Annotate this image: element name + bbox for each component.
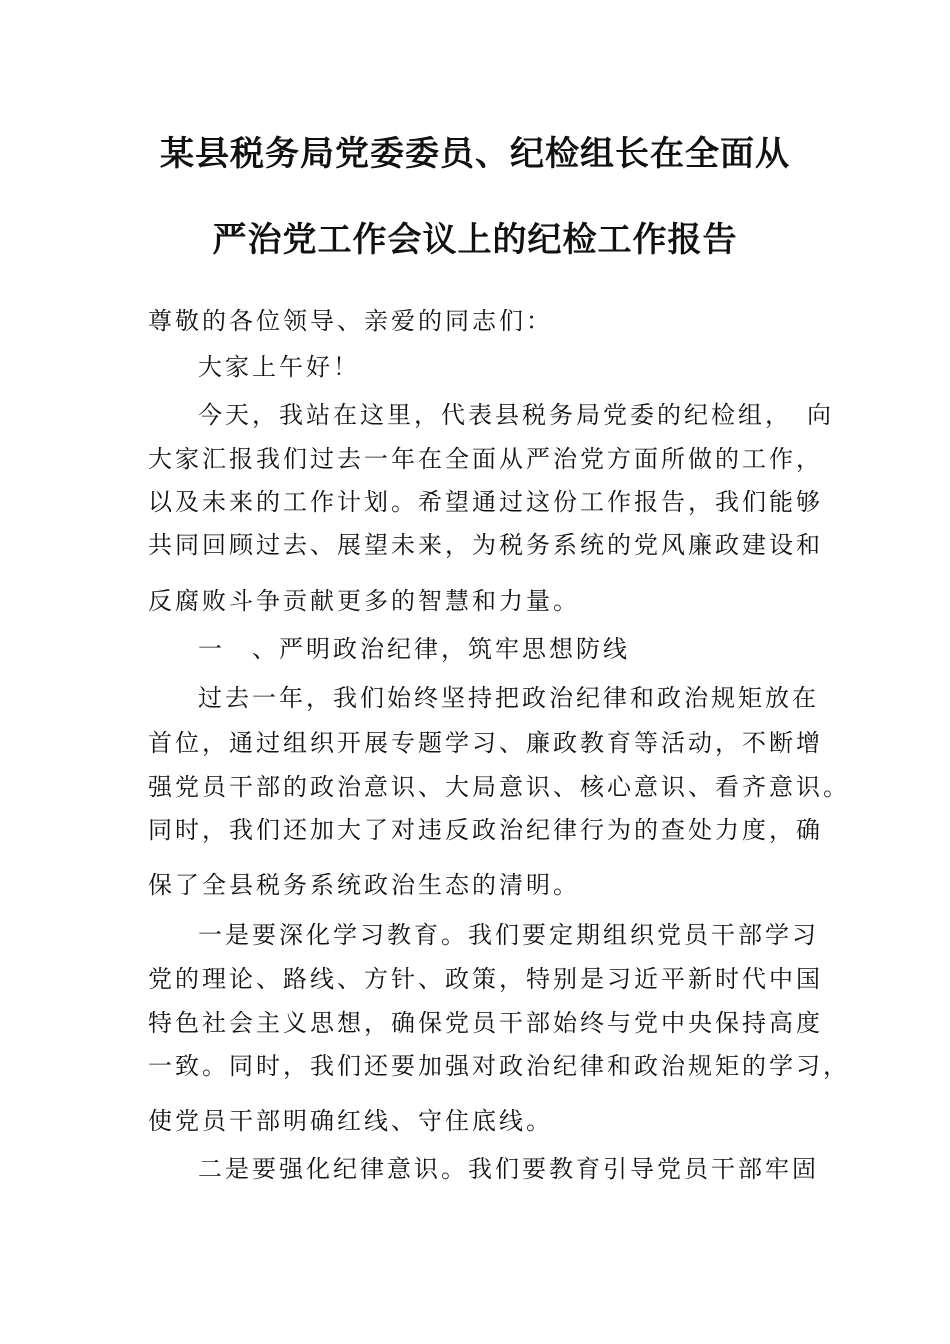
paragraph-line: 特色社会主义思想，确保党员干部始终与党中央保持高度 bbox=[148, 1009, 823, 1037]
salutation: 尊敬的各位领导、亲爱的同志们： bbox=[148, 307, 553, 335]
paragraph-line: 今天，我站在这里，代表县税务局党委的纪检组， 向 bbox=[198, 401, 834, 429]
paragraph-line: 大家汇报我们过去一年在全面从严治党方面所做的工作， bbox=[148, 445, 823, 473]
document-title-line-1: 某县税务局党委委员、纪检组长在全面从 bbox=[160, 134, 790, 174]
paragraph-line: 首位，通过组织开展专题学习、廉政教育等活动，不断增 bbox=[148, 729, 823, 757]
paragraph-line: 强党员干部的政治意识、大局意识、核心意识、看齐意识。 bbox=[148, 773, 850, 801]
section-heading: 一 、严明政治纪律，筑牢思想防线 bbox=[198, 635, 630, 663]
paragraph-line: 过去一年，我们始终坚持把政治纪律和政治规矩放在 bbox=[198, 684, 819, 712]
paragraph-line: 保了全县税务系统政治生态的清明。 bbox=[148, 871, 580, 899]
paragraph-line: 党的理论、路线、方针、政策，特别是习近平新时代中国 bbox=[148, 965, 823, 993]
paragraph-line: 反腐败斗争贡献更多的智慧和力量。 bbox=[148, 587, 580, 615]
paragraph-line: 一致。同时，我们还要加强对政治纪律和政治规矩的学习， bbox=[148, 1052, 850, 1080]
greeting: 大家上午好！ bbox=[198, 353, 360, 381]
paragraph-line: 使党员干部明确红线、守住底线。 bbox=[148, 1107, 553, 1135]
paragraph-line: 共同回顾过去、展望未来，为税务系统的党风廉政建设和 bbox=[148, 531, 823, 559]
paragraph-line: 二是要强化纪律意识。我们要教育引导党员干部牢固 bbox=[198, 1155, 819, 1183]
paragraph-line: 同时，我们还加大了对违反政治纪律行为的查处力度，确 bbox=[148, 816, 823, 844]
paragraph-line: 以及未来的工作计划。希望通过这份工作报告，我们能够 bbox=[148, 488, 823, 516]
document-title-line-2: 严治党工作会议上的纪检工作报告 bbox=[212, 220, 738, 260]
paragraph-line: 一是要深化学习教育。我们要定期组织党员干部学习 bbox=[198, 921, 819, 949]
